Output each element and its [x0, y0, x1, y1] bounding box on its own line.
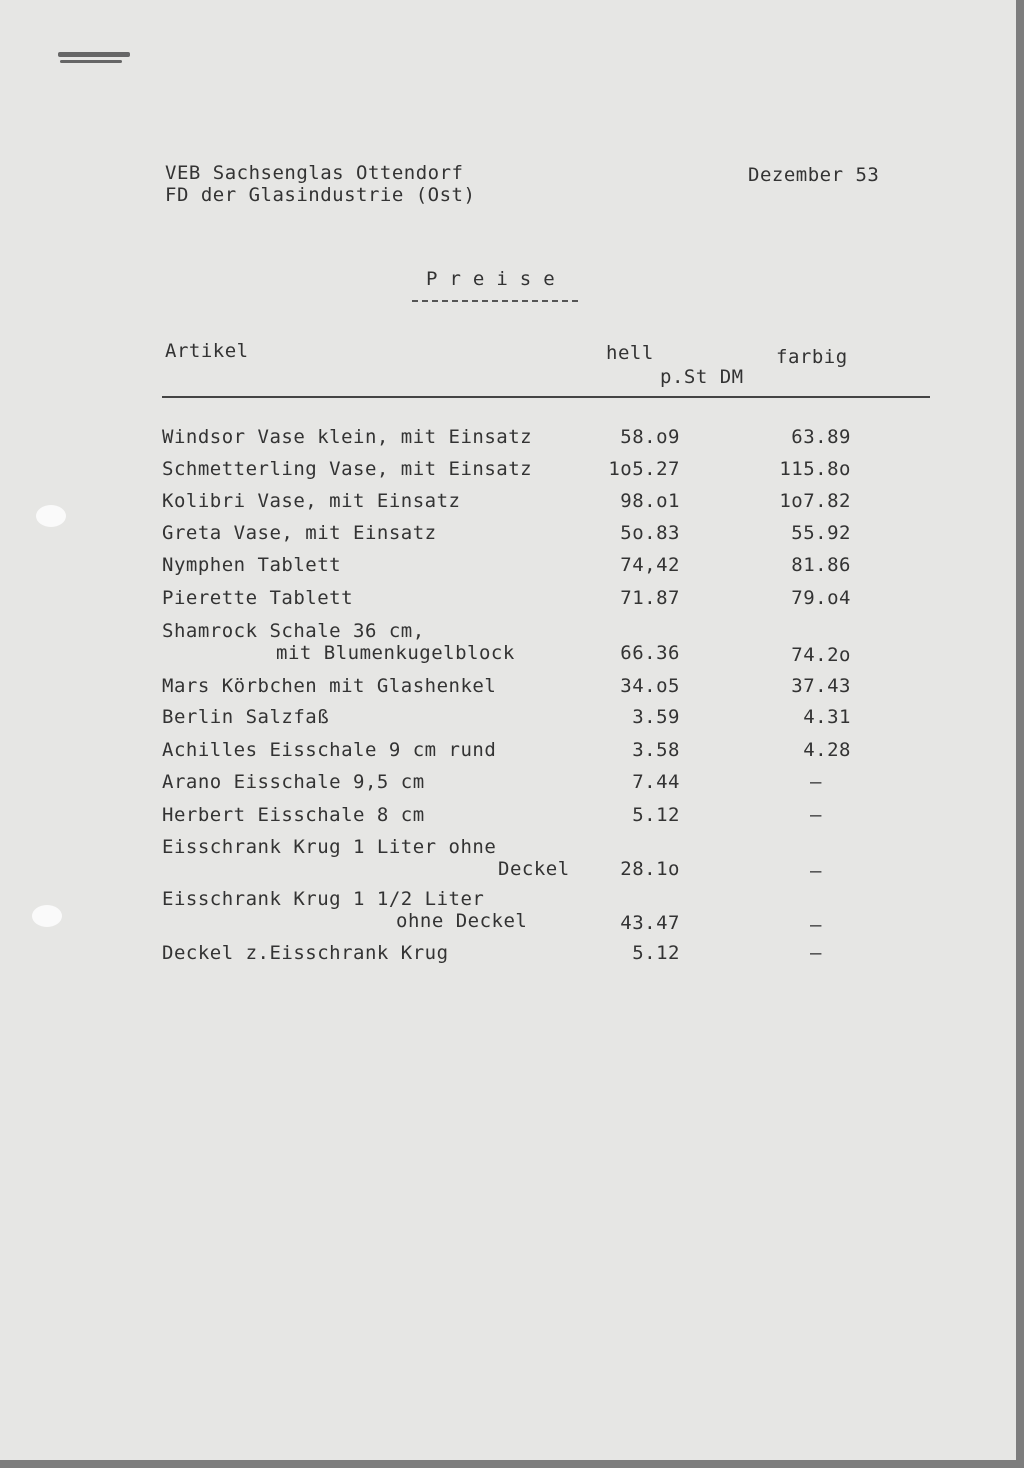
article-name: Herbert Eisschale 8 cm — [162, 804, 425, 826]
article-name: Arano Eisschale 9,5 cm — [162, 771, 425, 793]
article-name-continued: ohne Deckel — [396, 910, 528, 932]
table-row — [0, 458, 1016, 480]
price-light: 5o.83 — [620, 522, 680, 544]
table-row — [0, 836, 1016, 882]
price-light: 7.44 — [632, 771, 680, 793]
smudge-mark — [58, 52, 130, 57]
price-light: 1o5.27 — [608, 458, 680, 480]
article-name-continued: mit Blumenkugelblock — [276, 642, 515, 664]
article-name: Kolibri Vase, mit Einsatz — [162, 490, 461, 512]
article-name: Nymphen Tablett — [162, 554, 342, 576]
price-colored-empty: – — [810, 804, 822, 826]
price-colored-empty: – — [810, 914, 822, 936]
price-light: 3.58 — [632, 739, 680, 761]
article-name: Shamrock Schale 36 cm, — [162, 620, 425, 642]
column-header-article: Artikel — [165, 340, 249, 362]
table-row — [0, 888, 1016, 934]
price-light: 71.87 — [620, 587, 680, 609]
price-light: 28.1o — [620, 858, 680, 880]
table-row — [0, 739, 1016, 761]
price-colored: 74.2o — [791, 644, 851, 666]
price-light: 58.o9 — [620, 426, 680, 448]
table-row — [0, 620, 1016, 666]
company-line-2: FD der Glasindustrie (Ost) — [165, 184, 476, 206]
article-name: Achilles Eisschale 9 cm rund — [162, 739, 497, 761]
price-light: 3.59 — [632, 706, 680, 728]
price-colored: 37.43 — [791, 675, 851, 697]
company-line-1: VEB Sachsenglas Ottendorf — [165, 162, 464, 184]
price-colored: 4.31 — [803, 706, 851, 728]
table-row — [0, 490, 1016, 512]
article-name: Greta Vase, mit Einsatz — [162, 522, 437, 544]
article-name: Eisschrank Krug 1 1/2 Liter — [162, 888, 485, 910]
price-light: 5.12 — [632, 804, 680, 826]
column-header-colored: farbig — [776, 346, 848, 368]
table-row — [0, 771, 1016, 793]
smudge-mark — [60, 60, 122, 63]
article-name: Berlin Salzfaß — [162, 706, 330, 728]
table-row — [0, 706, 1016, 728]
price-light: 98.o1 — [620, 490, 680, 512]
price-colored: 63.89 — [791, 426, 851, 448]
price-colored: 79.o4 — [791, 587, 851, 609]
column-header-unit: p.St DM — [660, 366, 744, 388]
column-header-light: hell — [606, 342, 654, 364]
table-row — [0, 426, 1016, 448]
price-light: 66.36 — [620, 642, 680, 664]
price-light: 5.12 — [632, 942, 680, 964]
article-name: Eisschrank Krug 1 Liter ohne — [162, 836, 497, 858]
price-colored: 4.28 — [803, 739, 851, 761]
table-row — [0, 942, 1016, 964]
table-row — [0, 522, 1016, 544]
price-colored: 81.86 — [791, 554, 851, 576]
price-colored: 1o7.82 — [779, 490, 851, 512]
price-light: 43.47 — [620, 912, 680, 934]
title-underline — [412, 300, 578, 302]
table-row — [0, 804, 1016, 826]
price-colored-empty: – — [810, 942, 822, 964]
table-row — [0, 554, 1016, 576]
article-name: Pierette Tablett — [162, 587, 354, 609]
price-light: 34.o5 — [620, 675, 680, 697]
page-title: Preise — [426, 268, 567, 290]
article-name-continued: Deckel — [498, 858, 570, 880]
article-name: Schmetterling Vase, mit Einsatz — [162, 458, 533, 480]
table-row — [0, 587, 1016, 609]
price-colored-empty: – — [810, 771, 822, 793]
article-name: Windsor Vase klein, mit Einsatz — [162, 426, 533, 448]
table-row — [0, 675, 1016, 697]
price-light: 74,42 — [620, 554, 680, 576]
price-colored: 55.92 — [791, 522, 851, 544]
article-name: Deckel z.Eisschrank Krug — [162, 942, 449, 964]
price-colored-empty: – — [810, 860, 822, 882]
document-date: Dezember 53 — [748, 164, 880, 186]
header-rule — [162, 396, 930, 398]
price-colored: 115.8o — [779, 458, 851, 480]
article-name: Mars Körbchen mit Glashenkel — [162, 675, 497, 697]
